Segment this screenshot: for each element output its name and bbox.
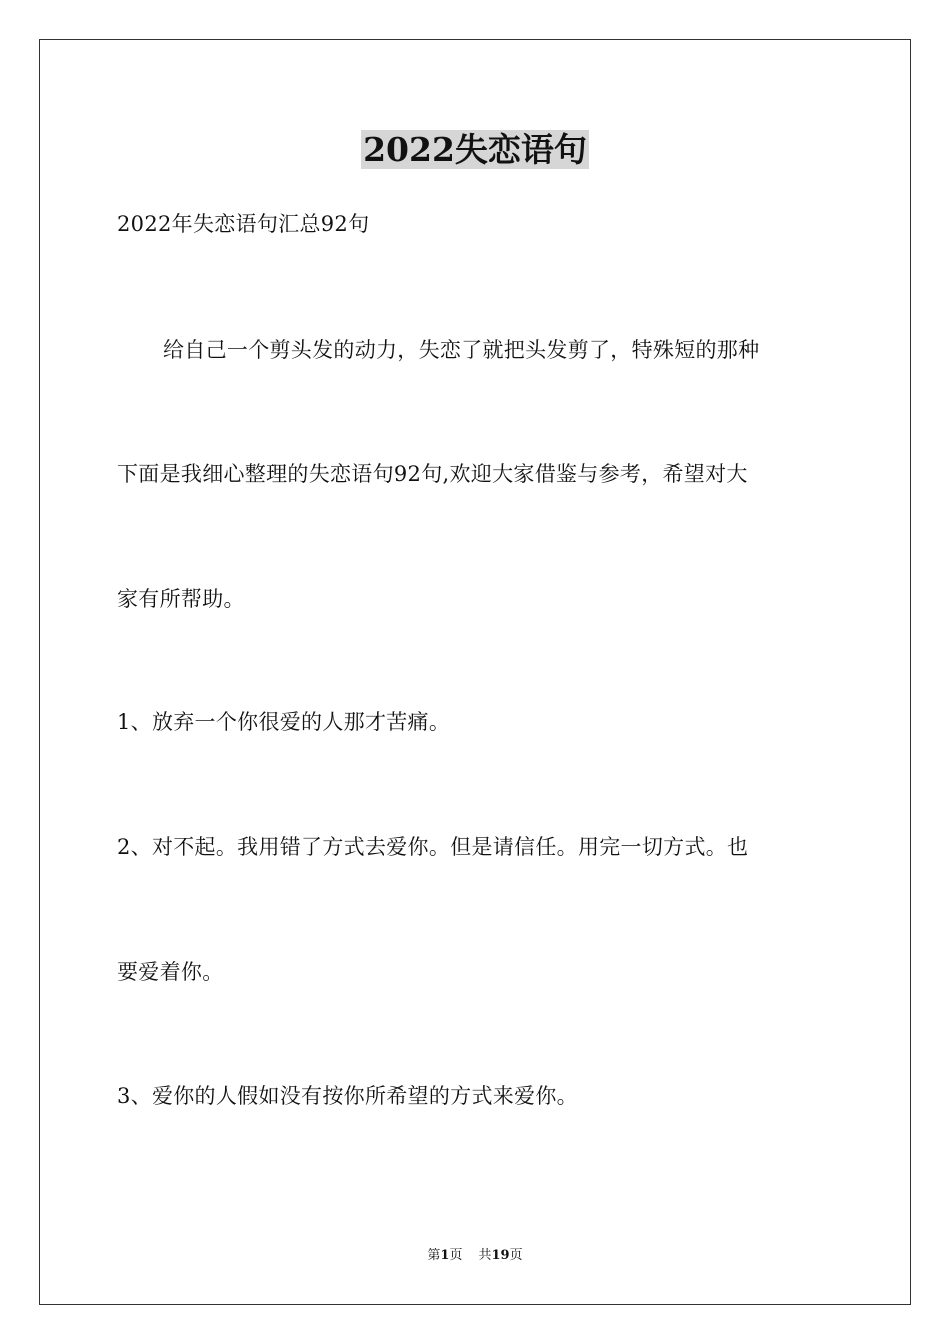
total-suffix: 页	[509, 1248, 523, 1263]
page-suffix: 页	[449, 1248, 463, 1263]
paragraph-line: 家有所帮助。	[117, 587, 245, 611]
list-item: 3、爱你的人假如没有按你所希望的方式来爱你。	[117, 1084, 578, 1108]
page-prefix: 第	[427, 1248, 441, 1263]
list-item: 2、对不起。我用错了方式去爱你。但是请信任。用完一切方式。也	[117, 835, 749, 859]
document-title	[0, 128, 950, 172]
page-footer	[0, 1247, 950, 1265]
total-prefix: 共	[478, 1248, 492, 1263]
list-item: 1、放弃一个你很爱的人那才苦痛。	[117, 710, 451, 734]
total-pages: 19	[491, 1248, 510, 1263]
page-current: 1	[440, 1248, 450, 1263]
list-item-continuation: 要爱着你。	[117, 960, 224, 984]
document-title-text: 2022失恋语句	[363, 130, 587, 169]
paragraph-line: 给自己一个剪头发的动力，失恋了就把头发剪了，特殊短的那种	[163, 338, 760, 362]
document-subtitle: 2022年失恋语句汇总92句	[117, 212, 370, 236]
paragraph-line: 下面是我细心整理的失恋语句92句,欢迎大家借鉴与参考，希望对大	[117, 462, 748, 486]
